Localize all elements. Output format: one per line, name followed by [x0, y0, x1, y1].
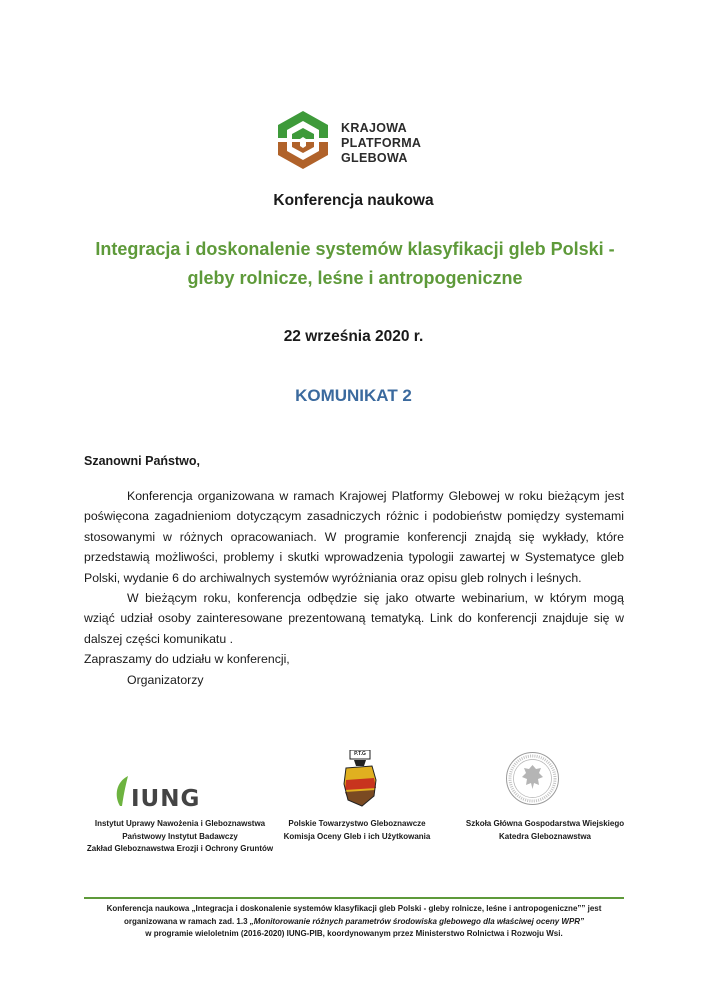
- conference-label: Konferencja naukowa: [273, 192, 434, 209]
- partner-line: Katedra Gleboznawstwa: [498, 831, 592, 841]
- paragraph: W bieżącym roku, konferencja odbędzie się jako otwarte webinarium, w którym mogą wziąć udział osoby zainteresowane prezentowaną tematyką. Link do konferencji znajduje się w dalszej części komunikatu .: [84, 591, 624, 646]
- kpg-wordmark-line: KRAJOWA: [341, 121, 407, 135]
- footer-line: Konferencja naukowa „Integracja i doskonalenie systemów klasyfikacji gleb Polski - gleby rolnicze, leśne i antropogeniczne”” jest: [106, 904, 602, 913]
- letter-body: [84, 486, 624, 690]
- footer-line-prefix: organizowana w ramach zad. 1.3: [123, 916, 250, 926]
- kpg-hexagon-icon: [275, 108, 331, 172]
- partner-line: Zakład Gleboznawstwa Erozji i Ochrony Gruntów: [86, 844, 274, 854]
- ptg-logo-text: P.T.G: [354, 751, 366, 757]
- announcement-heading: KOMUNIKAT 2: [295, 386, 412, 405]
- signature: Organizatorzy: [127, 672, 204, 687]
- footer-note: [84, 903, 624, 941]
- partner-line: Szkoła Główna Gospodarstwa Wiejskiego: [465, 819, 625, 828]
- conference-date: 22 września 2020 r.: [283, 328, 424, 345]
- kpg-wordmark-line: GLEBOWA: [341, 151, 408, 165]
- partner-sggw: [430, 818, 660, 843]
- partner-line: Instytut Uprawy Nawożenia i Gleboznawstwa: [94, 819, 266, 828]
- closing-line: Zapraszamy do udziału w konferencji,: [84, 652, 290, 667]
- university-seal-icon: [505, 751, 560, 806]
- partner-line: Polskie Towarzystwo Gleboznawcze: [288, 819, 426, 828]
- kpg-wordmark: [341, 121, 421, 166]
- iung-wordmark: IUNG: [131, 786, 201, 812]
- kpg-wordmark-line: PLATFORMA: [341, 136, 422, 150]
- paragraph: Konferencja organizowana w ramach Krajowej Platformy Glebowej w roku bieżącym jest poświęcona zagadnieniom dotyczącym zasadniczych różnic i podobieństw pomiędzy systemami stosowanymi w różnych opracowaniach. W programie konferencji znajdą się wykłady, które przedstawią możliwości, problemy i skutki wprowadzenia typologii zawartej w Systematyce gleb Polski, wydanie 6 do archiwalnych systemów wyróżniania oraz opisu gleb rolnych i leśnych.: [84, 489, 624, 585]
- ptg-emblem-icon: [342, 750, 378, 810]
- ptg-logo: [342, 750, 378, 810]
- conference-title-line: Integracja i doskonalenie systemów klasyfikacji gleb Polski -: [95, 239, 615, 259]
- sggw-seal: [505, 751, 560, 806]
- conference-title-line: gleby rolnicze, leśne i antropogeniczne: [187, 268, 523, 288]
- footer-line: w programie wieloletnim (2016-2020) IUNG-PIB, koordynowanym przez Ministerstwo Rolnictwa i Rozwoju Wsi.: [145, 929, 563, 939]
- krajowa-platforma-glebowa-logo: [275, 108, 435, 172]
- footer-divider: [84, 897, 624, 899]
- conference-title: [60, 235, 650, 293]
- footer-line: [84, 916, 624, 929]
- partner-ptg: [262, 818, 452, 843]
- partner-line: Państwowy Instytut Badawczy: [122, 831, 238, 841]
- iung-logo: [110, 770, 210, 810]
- footer-task-title: „Monitorowanie różnych parametrów środowiska glebowego dla właściwej oceny WPR”: [249, 916, 585, 926]
- salutation: Szanowni Państwo,: [84, 454, 200, 468]
- leaf-icon: [110, 772, 132, 808]
- partner-line: Komisja Oceny Gleb i ich Użytkowania: [283, 831, 431, 841]
